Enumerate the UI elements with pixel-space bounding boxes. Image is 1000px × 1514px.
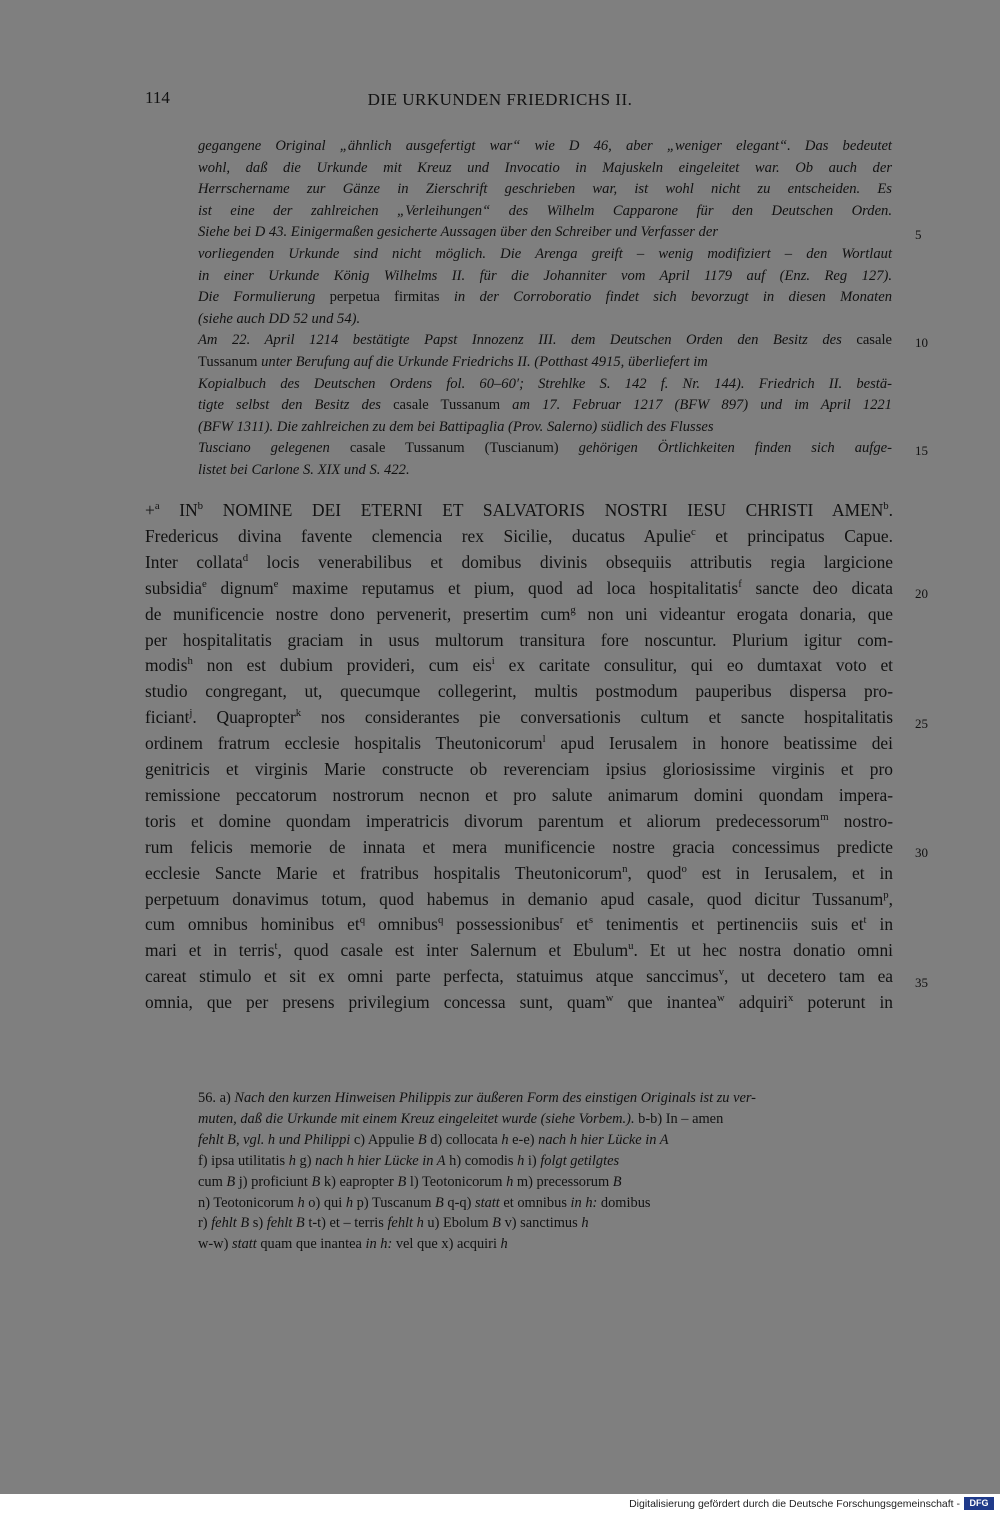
text-run: 56. a) <box>198 1090 235 1106</box>
text-run: perpetuum donavimus totum, quod habemus in demanio apud casale, quod dicitur Tussanum <box>145 888 884 909</box>
remark-line <box>198 376 892 393</box>
text-run: fehlt B <box>211 1215 250 1232</box>
text-line <box>145 940 893 961</box>
text-run: Inter collata <box>145 551 243 572</box>
text-line <box>145 578 893 599</box>
text-run: casale <box>856 332 892 349</box>
text-run: poterunt in <box>793 992 893 1013</box>
text-run: possessionibus <box>443 914 560 935</box>
line-number: 30 <box>915 845 928 860</box>
text-run: maxime reputamus et pium, quod ad loca hospitalitatis <box>278 577 739 598</box>
footnote-marker: j <box>189 707 193 720</box>
text-run: muten, daß die Urkunde mit einem Kreuz eingeleitet wurde (siehe Vorbem.). <box>198 1110 635 1127</box>
text-run: cum <box>198 1173 227 1190</box>
text-run: h) comodis <box>445 1152 518 1169</box>
footnote-marker: e <box>273 577 279 590</box>
text-run: e-e) <box>508 1131 539 1148</box>
text-run: perpetua firmitas <box>329 289 440 306</box>
note-line <box>198 1111 723 1128</box>
text-run: h <box>501 1131 509 1148</box>
text-run: . <box>888 500 893 520</box>
text-run: nach h hier Lücke in A <box>315 1152 446 1169</box>
text-run: Herrschername zur Gänze in Zierschrift geschrieben war, ist wohl nicht zu entscheiden. Es <box>198 181 892 198</box>
text-run: genitricis et virginis Marie constructe ob reverenciam ipsius gloriosissime virginis et pro <box>145 759 893 779</box>
remark-line <box>198 246 892 263</box>
text-line <box>145 759 893 780</box>
text-run: subsidia <box>145 577 203 598</box>
text-run: b-b) In – amen <box>634 1110 724 1127</box>
footnote-marker: s <box>588 914 594 927</box>
text-run: vel que x) acquiri <box>392 1236 501 1253</box>
text-line <box>145 655 893 676</box>
text-run: mari et in terris <box>145 940 275 961</box>
text-run: ecclesie Sancte Marie et fratribus hospitalis Theutonicorum <box>145 862 623 883</box>
text-run: in der Corroboratio findet sich bevorzugt in diesen Monaten <box>439 289 892 306</box>
text-run: careat stimulo et sit ex omni parte perfecta, statuimus atque sanccimus <box>145 966 719 987</box>
text-run: l) Teotonicorum <box>406 1173 507 1190</box>
text-run: de munificencie nostre dono pervenerit, presertim cum <box>145 603 571 624</box>
text-run: t-t) et – terris <box>304 1215 388 1232</box>
text-run: sancte deo dicata <box>741 577 893 598</box>
text-run: wohl, daß die Urkunde mit Kreuz und Invocatio in Majuskeln eingeleitet war. Ob auch der <box>198 159 892 176</box>
footnote-marker: i <box>491 655 495 668</box>
footnote-marker: x <box>788 992 794 1005</box>
text-run: (BFW 1311). Die zahlreichen zu dem bei Battipaglia (Prov. Salerno) südlich des Flusses <box>198 418 714 435</box>
text-line <box>145 500 893 521</box>
footnote-marker: q <box>359 914 366 927</box>
footnote-marker: b <box>883 500 889 513</box>
text-run: k) eapropter <box>320 1173 398 1190</box>
text-run: h <box>288 1152 296 1169</box>
text-run: B <box>311 1173 321 1190</box>
text-line <box>145 630 893 651</box>
text-run: w-w) <box>198 1236 232 1253</box>
text-run: Die Formulierung <box>198 289 330 306</box>
text-run: u) Ebolum <box>423 1215 493 1232</box>
text-run: est in Ierusalem, et in <box>686 862 893 883</box>
text-run: Nach den kurzen Hinweisen Philippis zur äußeren Form des einstigen Originals ist zu ver- <box>234 1090 756 1106</box>
text-run: d) collocata <box>426 1131 502 1148</box>
text-run: casale Tussanum (Tuscianum) <box>349 440 559 457</box>
text-run: et principatus Capue. <box>695 525 893 546</box>
footnote-marker: q <box>437 914 444 927</box>
footnote-marker: e <box>202 577 207 590</box>
footnote-marker: d <box>242 552 249 564</box>
text-run: j) proficiunt <box>235 1173 312 1190</box>
text-run: B <box>226 1173 236 1190</box>
funding-credit: Digitalisierung gefördert durch die Deutsche Forschungsgemeinschaft - <box>629 1498 960 1510</box>
text-run: B <box>417 1131 427 1148</box>
text-run: in h: <box>570 1194 598 1211</box>
text-run: B <box>612 1173 622 1190</box>
text-run: i) <box>524 1152 541 1169</box>
text-run: nach h hier Lücke in A <box>538 1131 669 1148</box>
footnote-marker: g <box>570 603 576 616</box>
text-run: B <box>435 1194 444 1211</box>
note-line <box>198 1195 650 1212</box>
dfg-logo: DFG <box>964 1497 994 1510</box>
text-run: remissione peccatorum nostrorum necnon et pro salute animarum domini quondam impera- <box>145 784 893 805</box>
remark-line <box>198 462 410 479</box>
text-run: ficiant <box>145 707 190 728</box>
text-run: domibus <box>597 1194 651 1211</box>
footnote-marker: f <box>738 577 742 590</box>
text-run: am 17. Februar 1217 (BFW 897) und im April 1221 <box>500 397 892 414</box>
text-run: IN <box>159 500 198 520</box>
footnote-marker: p <box>883 888 889 901</box>
line-number: 35 <box>915 975 928 990</box>
text-run: . Quapropter <box>192 707 296 728</box>
line-number: 20 <box>915 586 928 601</box>
text-run: Fredericus divina favente clemencia rex Sicilie, ducatus Apulie <box>145 525 691 546</box>
note-line <box>198 1174 622 1191</box>
text-run: rum felicis memorie de innata et mera munificencie nostre gracia concessimus predicte <box>145 836 893 857</box>
running-head: DIE URKUNDEN FRIEDRICHS II. <box>367 90 633 109</box>
text-run: vorliegenden Urkunde sind nicht möglich. Die Arenga greift – wenig modifiziert – den Wortlaut <box>198 246 892 262</box>
text-run: tigte selbst den Besitz des <box>198 397 394 414</box>
footnote-marker: o <box>681 862 687 875</box>
remark-line <box>198 224 718 241</box>
text-run: NOMINE DEI ETERNI ET SALVATORIS NOSTRI IESU CHRISTI AMEN <box>203 500 884 520</box>
text-run: casale Tussanum <box>393 397 501 414</box>
text-run: Kopialbuch des Deutschen Ordens fol. 60–60′; Strehlke S. 142 f. Nr. 144). Friedrich II. bestä- <box>198 375 892 392</box>
text-run: h <box>345 1194 354 1211</box>
footnote-marker: h <box>187 655 193 668</box>
line-number: 15 <box>915 443 928 458</box>
text-run: adquiri <box>724 992 788 1013</box>
text-line <box>145 785 893 806</box>
text-line <box>145 992 893 1013</box>
text-run: listet bei Carlone S. XIX und S. 422. <box>198 462 410 478</box>
text-run: , quod casale est inter Salernum et Ebulum <box>277 940 629 961</box>
text-run: omnia, que per presens privilegium concessa sunt, quam <box>145 992 606 1013</box>
text-run: in <box>866 914 894 935</box>
text-run: statt <box>231 1236 257 1253</box>
text-run: non est dubium provideri, cum eis <box>192 655 492 676</box>
line-number: 25 <box>915 716 928 731</box>
text-run: , quod <box>627 862 682 883</box>
text-line <box>145 837 893 858</box>
text-run: in einer Urkunde König Wilhelms II. für die Johanniter vom April 1179 auf (Enz. Reg 127). <box>198 267 892 284</box>
text-line <box>145 681 893 702</box>
line-number: 5 <box>915 227 922 242</box>
remark-line <box>198 181 892 198</box>
text-run: h <box>500 1236 508 1253</box>
text-run: locis venerabilibus et domibus divinis obsequiis attributis regia largicione <box>248 551 893 572</box>
remark-line <box>198 332 892 349</box>
text-line <box>145 733 893 754</box>
footnote-marker: w <box>716 992 725 1005</box>
text-run: m) precessorum <box>513 1173 613 1190</box>
text-run: q-q) <box>443 1194 475 1211</box>
text-run: B <box>492 1215 501 1232</box>
text-run: Am 22. April 1214 bestätigte Papst Innozenz III. dem Deutschen Orden den Besitz des <box>198 332 857 349</box>
text-run: . Et ut hec nostra donatio omni <box>633 940 893 961</box>
note-line <box>198 1090 756 1107</box>
text-run: ordinem fratrum ecclesie hospitalis Theutonicorum <box>145 733 543 754</box>
remark-line <box>198 203 892 220</box>
text-line <box>145 889 893 910</box>
text-run: f) ipsa utilitatis <box>198 1152 289 1169</box>
text-line <box>145 811 893 832</box>
text-run: gehörigen Örtlichkeiten finden sich aufge- <box>558 440 892 457</box>
remark-line <box>198 289 892 306</box>
text-run: fehlt h <box>387 1215 424 1232</box>
text-run: v) sanctimus <box>500 1215 582 1232</box>
text-run: toris et domine quondam imperatricis divorum parentum et aliorum predecessorum <box>145 810 821 831</box>
text-run: fehlt B <box>266 1215 305 1232</box>
text-run: Tussanum <box>198 354 258 370</box>
text-line <box>145 966 893 987</box>
remark-line <box>198 311 360 328</box>
footnote-marker: t <box>274 940 278 953</box>
text-run: que inantea <box>613 992 717 1013</box>
footnote-marker: a <box>154 500 160 513</box>
footnote-marker: c <box>690 526 696 539</box>
note-line <box>198 1236 508 1253</box>
text-run: cum omnibus hominibus et <box>145 914 360 935</box>
text-run: per hospitalitatis graciam in usus multorum transitura fore noscuntur. Plurium igitur com- <box>145 629 893 650</box>
text-run: (siehe auch DD 52 und 54). <box>198 310 361 327</box>
remark-line <box>198 268 892 285</box>
footnote-marker: u <box>628 940 634 953</box>
text-run: g) <box>295 1152 316 1169</box>
remark-line <box>198 440 892 457</box>
text-run: , ut decetero tam ea <box>723 966 894 987</box>
text-run: quam que inantea <box>256 1236 366 1253</box>
text-run: non uni videantur erogata donaria, que <box>575 603 893 624</box>
text-line <box>145 914 893 935</box>
footnote-marker: k <box>295 707 302 720</box>
text-line <box>145 707 893 728</box>
text-run: studio congregant, ut, quecumque collegerint, multis postmodum pauperibus dispersa pro- <box>145 681 893 702</box>
text-run: apud Ierusalem in honore beatissime dei <box>545 733 893 754</box>
text-run: , <box>888 888 893 909</box>
text-run: modis <box>145 655 188 676</box>
text-run: p) Tuscanum <box>353 1194 435 1211</box>
text-run: tenimentis et pertinenciis suis et <box>593 914 864 935</box>
text-run: Tusciano gelegenen <box>198 440 350 457</box>
text-run: gegangene Original „ähnlich ausgefertigt war“ wie D 46, aber „weniger elegant“. Das bedeutet <box>198 138 892 154</box>
text-line <box>145 552 893 573</box>
text-run: h <box>581 1215 589 1232</box>
text-run: ex caritate consulitur, qui eo dumtaxat voto et <box>494 655 893 676</box>
note-line <box>198 1153 619 1170</box>
text-run: s) <box>249 1215 267 1232</box>
text-line <box>145 526 893 547</box>
text-line <box>145 863 893 884</box>
text-run: nos considerantes pie conversationis cultum et sancte hospitalitatis <box>301 707 894 728</box>
text-run: c) Appulie <box>350 1131 418 1148</box>
text-run: n) Teotonicorum <box>198 1194 298 1211</box>
remark-line <box>198 397 892 414</box>
text-run: B <box>397 1173 407 1190</box>
text-run: statt <box>474 1194 500 1211</box>
footnote-marker: r <box>559 914 564 927</box>
text-run: folgt getilgtes <box>540 1152 620 1169</box>
text-run: Siehe bei D 43. Einigermaßen gesicherte Aussagen über den Schreiber und Verfasser der <box>198 224 719 241</box>
remark-line <box>198 354 708 371</box>
text-run: r) <box>198 1215 212 1232</box>
text-run: et <box>563 914 589 935</box>
text-line <box>145 604 893 625</box>
text-run: et omnibus <box>499 1194 571 1211</box>
text-run: + <box>145 500 155 520</box>
text-run: o) qui <box>304 1194 346 1211</box>
text-run: nostro- <box>828 810 893 831</box>
note-line <box>198 1215 589 1232</box>
footer-bar <box>0 1494 1000 1514</box>
text-run: ist eine der zahlreichen „Verleihungen“ des Wilhelm Capparone für den Deutschen Orden. <box>198 202 892 219</box>
footnote-marker: w <box>605 992 614 1005</box>
page-number: 114 <box>145 88 170 107</box>
line-number: 10 <box>915 335 928 350</box>
remark-line <box>198 160 892 177</box>
note-line <box>198 1132 669 1149</box>
text-run: fehlt B, vgl. h und Philippi <box>198 1131 351 1148</box>
remark-line <box>198 419 714 436</box>
footnote-marker: n <box>622 862 628 875</box>
footnote-marker: m <box>820 811 829 823</box>
footnote-marker: b <box>197 500 204 513</box>
text-run: h <box>517 1152 525 1169</box>
text-run: unter Berufung auf die Urkunde Friedrichs II. (Potthast 4915, überliefert im <box>257 354 708 370</box>
footnote-marker: l <box>542 733 546 746</box>
text-run: dignum <box>206 577 274 598</box>
footnote-marker: t <box>863 914 867 927</box>
footnote-marker: v <box>718 966 724 979</box>
text-run: h <box>297 1194 305 1211</box>
text-run: h <box>506 1173 514 1190</box>
remark-line <box>198 138 892 155</box>
text-run: in h: <box>365 1236 393 1253</box>
text-run: omnibus <box>365 914 438 935</box>
